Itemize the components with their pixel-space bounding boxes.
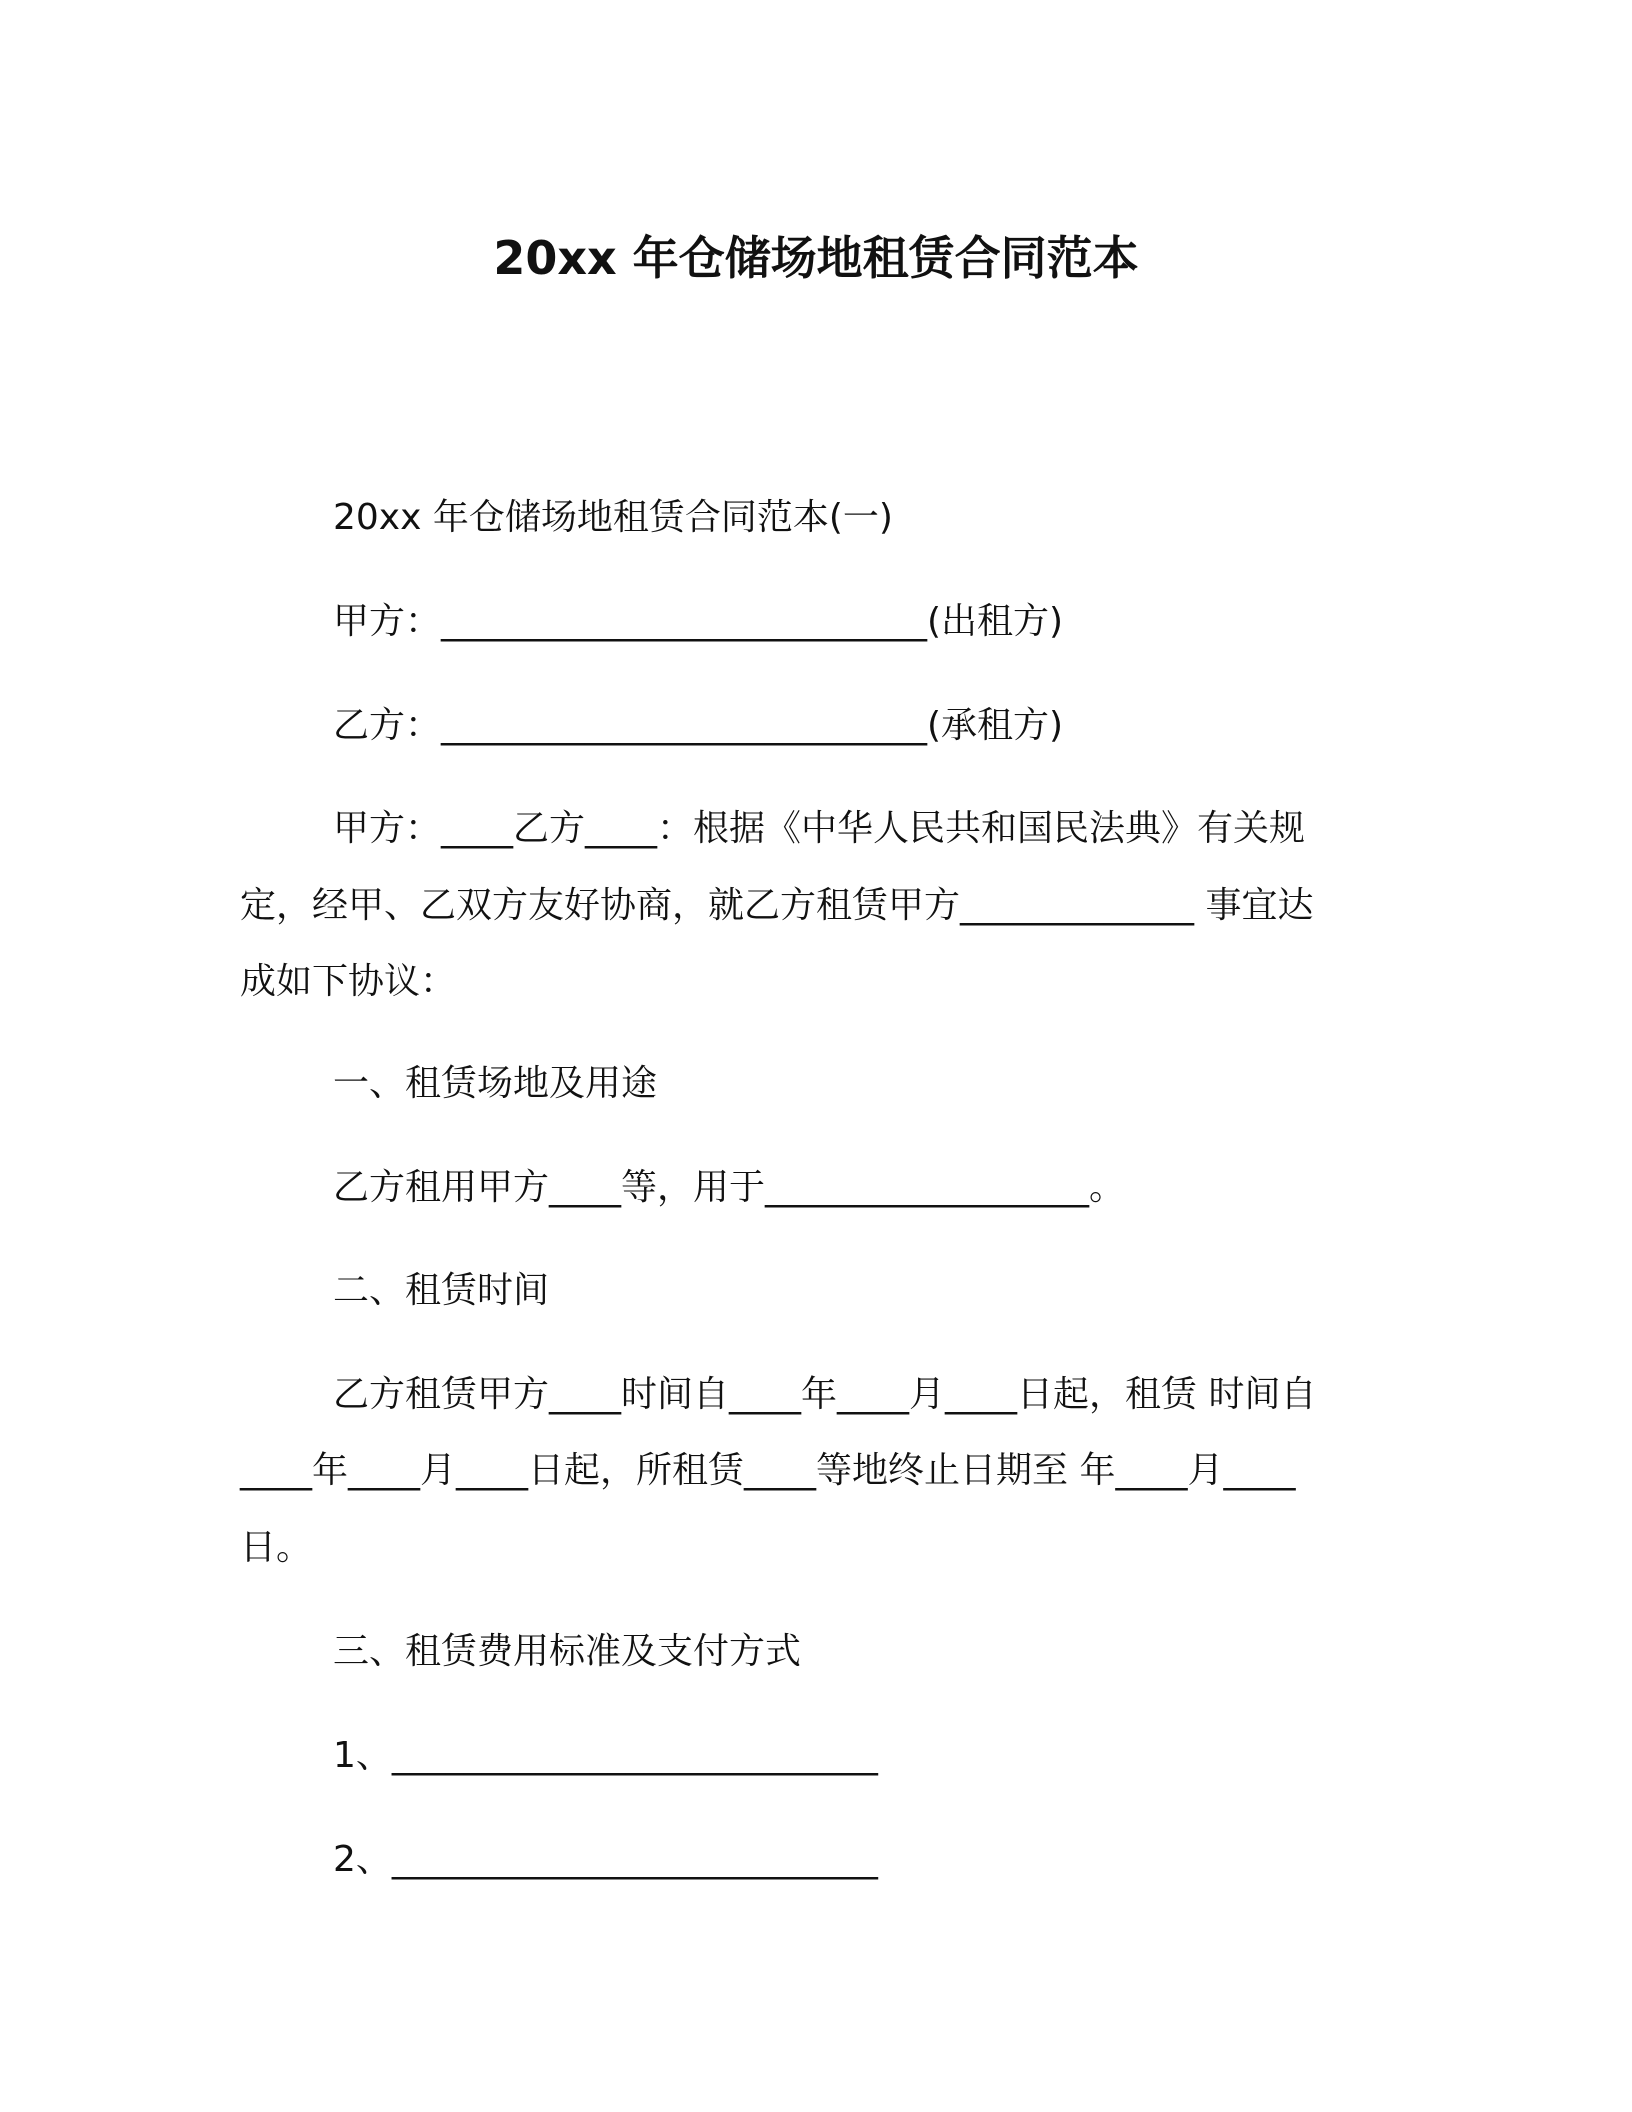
section-1-heading: 一、租赁场地及用途 — [333, 1063, 658, 1104]
section-3-item-2: 2、___________________________ — [333, 1839, 878, 1880]
intro-paragraph-line-1: 甲方：____乙方____：根据《中华人民共和国民法典》有关规 — [333, 808, 1306, 849]
party-a-line: 甲方：___________________________(出租方) — [333, 601, 1064, 642]
intro-paragraph-line-2: 定，经甲、乙双方友好协商，就乙方租赁甲方_____________ 事宜达 — [240, 885, 1314, 926]
section-2-body-line-3: 日。 — [240, 1527, 313, 1568]
section-1-body: 乙方租用甲方____等，用于__________________。 — [333, 1167, 1126, 1208]
section-2-heading: 二、租赁时间 — [333, 1270, 550, 1311]
section-2-body-line-1: 乙方租赁甲方____时间自____年____月____日起，租赁 时间自 — [333, 1374, 1317, 1415]
contract-subtitle: 20xx 年仓储场地租赁合同范本(一) — [333, 497, 893, 538]
intro-paragraph-line-3: 成如下协议： — [240, 961, 457, 1002]
party-b-line: 乙方：___________________________(承租方) — [333, 705, 1064, 746]
section-3-heading: 三、租赁费用标准及支付方式 — [333, 1631, 802, 1672]
section-2-body-line-2: ____年____月____日起，所租赁____等地终止日期至 年____月____ — [240, 1450, 1296, 1491]
document-title: 20xx 年仓储场地租赁合同范本 — [493, 231, 1139, 285]
section-3-item-1: 1、___________________________ — [333, 1735, 878, 1776]
